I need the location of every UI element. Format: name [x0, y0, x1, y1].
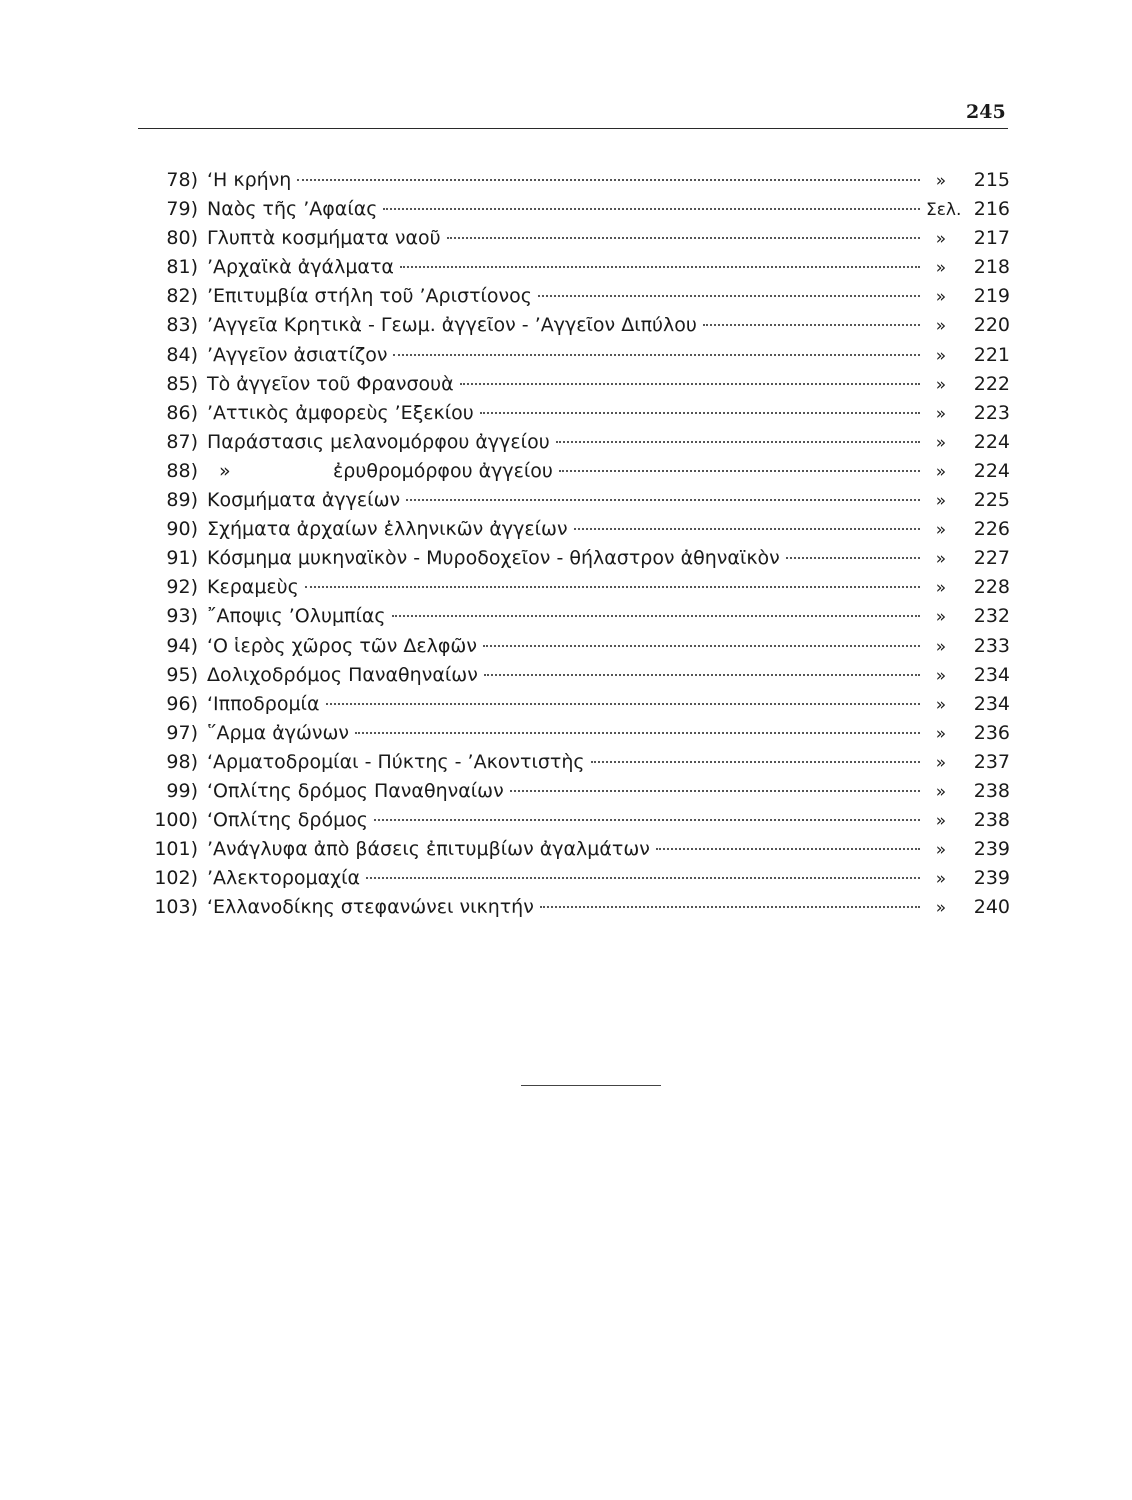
toc-entry: [130, 719, 1010, 748]
page-label: »: [935, 694, 947, 715]
toc-entry: [130, 661, 1010, 690]
entry-page: 237: [973, 750, 1010, 773]
end-rule: [521, 1085, 661, 1086]
entry-number: 99): [166, 779, 198, 802]
toc-entry: [130, 748, 1010, 777]
entry-title: ’Ανάγλυφα ἀπὸ βάσεις ἐπιτυμβίων ἀγαλμάτων: [207, 838, 650, 861]
toc-entry: [130, 224, 1010, 253]
entry-page: 238: [973, 779, 1010, 802]
page-label: »: [935, 752, 947, 773]
entry-title: ‘Ιπποδρομία: [207, 692, 320, 715]
entry-page: 221: [973, 343, 1010, 366]
toc-entry: [130, 428, 1010, 457]
entry-title: Γλυπτὰ κοσμήματα ναοῦ: [207, 227, 441, 250]
dot-leader: [305, 586, 920, 588]
entry-number: 94): [166, 634, 198, 657]
entry-number: 84): [166, 343, 198, 366]
dot-leader: [540, 906, 920, 908]
entry-title: ‘Ελλανοδίκης στεφανώνει νικητήν: [207, 896, 534, 919]
entry-page: 238: [973, 809, 1010, 832]
toc-entry: [130, 835, 1010, 864]
entry-number: 81): [166, 256, 198, 279]
page-label: »: [935, 316, 947, 337]
toc-entry: [130, 341, 1010, 370]
page-label: »: [935, 840, 947, 861]
page-label: »: [935, 665, 947, 686]
toc-entry: [130, 370, 1010, 399]
entry-title: Τὸ ἀγγεῖον τοῦ Φρανσουὰ: [207, 372, 454, 395]
toc-entry: [130, 399, 1010, 428]
entry-number: 90): [166, 518, 198, 541]
page-label: Σελ.: [926, 200, 962, 221]
page-number: 245: [966, 101, 1006, 123]
toc-entry: [130, 486, 1010, 515]
page-label: »: [935, 781, 947, 802]
dot-leader: [483, 645, 920, 647]
page-label: »: [935, 869, 947, 890]
page-label: »: [935, 461, 947, 482]
dot-leader: [447, 237, 920, 239]
entry-title: ῞Αρμα ἀγώνων: [207, 721, 350, 744]
toc-entry: [130, 166, 1010, 195]
entry-number: 87): [166, 430, 198, 453]
toc-entry: [130, 806, 1010, 835]
entry-page: 222: [973, 372, 1010, 395]
dot-leader: [400, 266, 920, 268]
entry-number: 86): [166, 401, 198, 424]
page-label: »: [935, 607, 947, 628]
entry-page: 226: [973, 518, 1010, 541]
entry-title: Κόσμημα μυκηναϊκὸν - Μυροδοχεῖον - θήλαστρον ἀθηναϊκὸν: [207, 547, 780, 570]
entry-number: 79): [166, 198, 198, 221]
entry-title: Κεραμεὺς: [207, 576, 299, 599]
entry-page: 219: [973, 285, 1010, 308]
dot-leader: [556, 441, 920, 443]
entry-number: 98): [166, 750, 198, 773]
page-label: »: [935, 549, 947, 570]
dot-leader: [383, 208, 920, 210]
entry-title: ‘Αρματοδρομίαι - Πύκτης - ’Ακοντιστὴς: [207, 750, 585, 773]
table-of-contents: [130, 166, 1010, 922]
dot-leader: [366, 877, 920, 879]
dot-leader: [326, 703, 921, 705]
entry-title: Σχήματα ἀρχαίων ἑλληνικῶν ἀγγείων: [207, 518, 568, 541]
dot-leader: [574, 528, 920, 530]
entry-title: Ναὸς τῆς ’Αφαίας: [207, 198, 378, 221]
page-label: »: [935, 811, 947, 832]
entry-page: 223: [973, 401, 1010, 424]
dot-leader: [786, 557, 920, 559]
entry-title: [207, 457, 553, 486]
dot-leader: [460, 383, 920, 385]
entry-page: 228: [973, 576, 1010, 599]
page-label: »: [935, 171, 947, 191]
dot-leader: [510, 790, 920, 792]
entry-page: 220: [973, 314, 1010, 337]
dot-leader: [538, 295, 920, 297]
toc-entry: [130, 632, 1010, 661]
entry-number: 80): [166, 227, 198, 250]
entry-page: 225: [973, 489, 1010, 512]
entry-number: 83): [166, 314, 198, 337]
page-label: »: [935, 229, 947, 250]
entry-title: ’Αττικὸς ἀμφορεὺς ’Εξεκίου: [207, 401, 474, 424]
dot-leader: [484, 674, 920, 676]
dot-leader: [703, 324, 920, 326]
entry-title-text: ἐρυθρομόρφου ἀγγείου: [333, 459, 553, 482]
dot-leader: [355, 732, 920, 734]
page-label: »: [935, 345, 947, 366]
toc-entry: [130, 690, 1010, 719]
entry-number: 91): [166, 547, 198, 570]
entry-number: 101): [154, 838, 198, 861]
toc-entry: [130, 457, 1010, 486]
entry-page: 224: [973, 430, 1010, 453]
entry-page: 240: [973, 896, 1010, 919]
toc-entry: [130, 893, 1010, 922]
page-label: »: [935, 258, 947, 279]
dot-leader: [297, 179, 920, 181]
entry-page: 239: [973, 838, 1010, 861]
entry-page: 239: [973, 867, 1010, 890]
dot-leader: [406, 499, 920, 501]
entry-page: 217: [973, 227, 1010, 250]
toc-entry: [130, 602, 1010, 631]
dot-leader: [374, 819, 920, 821]
entry-page: 227: [973, 547, 1010, 570]
entry-title: ‘Η κρήνη: [207, 169, 292, 191]
entry-page: 218: [973, 256, 1010, 279]
entry-number: 96): [166, 692, 198, 715]
entry-page: 215: [973, 169, 1010, 191]
page-label: »: [935, 723, 947, 744]
entry-title: ’Αγγεῖον ἀσιατίζον: [207, 343, 388, 366]
entry-title: ‘Ο ἱερὸς χῶρος τῶν Δελφῶν: [207, 634, 477, 657]
entry-number: 89): [166, 489, 198, 512]
dot-leader: [591, 761, 920, 763]
dot-leader: [656, 848, 920, 850]
entry-page: 236: [973, 721, 1010, 744]
entry-page: 232: [973, 605, 1010, 628]
dot-leader: [559, 470, 920, 472]
entry-number: 100): [154, 809, 198, 832]
entry-page: 224: [973, 459, 1010, 482]
dot-leader: [392, 615, 920, 617]
entry-number: 88): [166, 459, 198, 482]
toc-entry: [130, 515, 1010, 544]
entry-number: 92): [166, 576, 198, 599]
entry-title: ’Αρχαϊκὰ ἀγάλματα: [207, 256, 394, 279]
entry-title: ’Επιτυμβία στήλη τοῦ ’Αριστίονος: [207, 285, 532, 308]
entry-page: 234: [973, 663, 1010, 686]
entry-title: Κοσμήματα ἀγγείων: [207, 489, 401, 512]
entry-number: 95): [166, 663, 198, 686]
entry-title: Παράστασις μελανομόρφου ἀγγείου: [207, 430, 550, 453]
entry-number: 97): [166, 721, 198, 744]
entry-title: Δολιχοδρόμος Παναθηναίων: [207, 663, 478, 686]
page-label: »: [935, 403, 947, 424]
entry-title: ’Αλεκτορομαχία: [207, 867, 361, 890]
dot-leader: [393, 354, 920, 356]
entry-number: 93): [166, 605, 198, 628]
entry-title: ‘Οπλίτης δρόμος Παναθηναίων: [207, 779, 504, 802]
page-label: »: [935, 491, 947, 512]
toc-entry: [130, 195, 1010, 224]
entry-number: 78): [166, 169, 198, 191]
entry-title: ῎Αποψις ’Ολυμπίας: [207, 605, 386, 628]
toc-entry: [130, 864, 1010, 893]
entry-title: ’Αγγεῖα Κρητικὰ - Γεωμ. ἀγγεῖον - ’Αγγεῖον Διπύλου: [207, 314, 697, 337]
entry-number: 102): [154, 867, 198, 890]
toc-entry: [130, 253, 1010, 282]
entry-title: ‘Οπλίτης δρόμος: [207, 809, 368, 832]
page-label: »: [935, 578, 947, 599]
entry-number: 85): [166, 372, 198, 395]
toc-entry: [130, 777, 1010, 806]
page-label: »: [935, 520, 947, 541]
toc-entry: [130, 311, 1010, 340]
page-label: »: [935, 898, 947, 919]
page-label: »: [935, 432, 947, 453]
toc-entry: [130, 544, 1010, 573]
header-rule: [138, 128, 1008, 129]
entry-page: 234: [973, 692, 1010, 715]
page-label: »: [935, 374, 947, 395]
toc-entry: [130, 573, 1010, 602]
dot-leader: [480, 412, 920, 414]
page-label: »: [935, 636, 947, 657]
toc-entry: [130, 282, 1010, 311]
ditto-mark: »: [219, 459, 231, 482]
entry-number: 103): [154, 896, 198, 919]
entry-page: 233: [973, 634, 1010, 657]
entry-number: 82): [166, 285, 198, 308]
page-label: »: [935, 287, 947, 308]
entry-page: 216: [973, 198, 1010, 221]
